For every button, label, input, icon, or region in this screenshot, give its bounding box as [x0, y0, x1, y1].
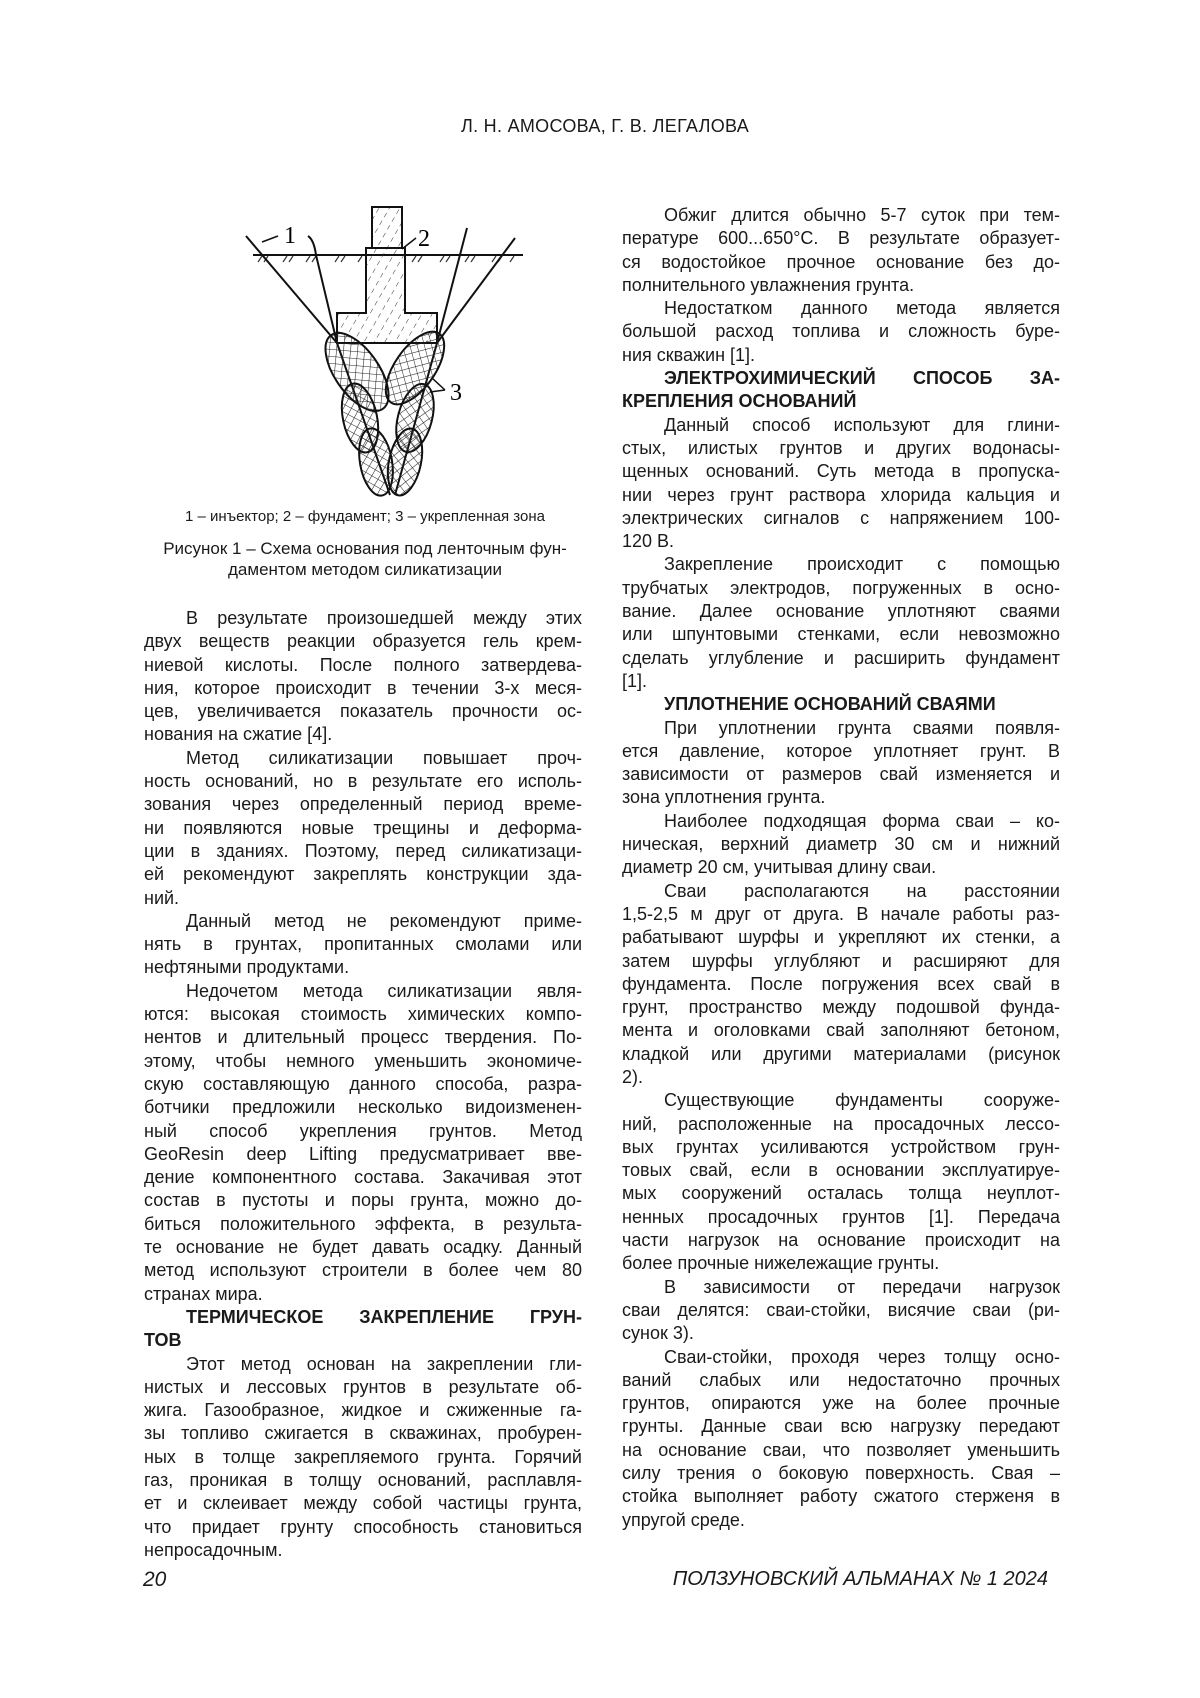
text-line: 1,5-2,5 м друг от друга. В начале работы раз-	[622, 903, 1060, 926]
text-line: силу трения о боковую поверхность. Свая –	[622, 1462, 1060, 1485]
text-line: Данный способ используют для глини-	[622, 414, 1060, 437]
section-heading	[622, 693, 1060, 716]
text-line: ТОВ	[144, 1329, 582, 1352]
text-line: двух веществ реакции образуется гель крем-	[144, 630, 582, 653]
paragraph	[622, 717, 1060, 810]
text-line: что придает грунту способность становиться	[144, 1516, 582, 1539]
foundation	[337, 248, 437, 343]
text-line: грунты. Данные сваи всю нагрузку передают	[622, 1415, 1060, 1438]
figure-label-1: 1	[284, 223, 296, 249]
text-line: ей рекомендуют закреплять конструкции зда-	[144, 863, 582, 886]
paragraph	[622, 553, 1060, 693]
text-line: нентов и длительный процесс твердения. По-	[144, 1026, 582, 1049]
text-line: ния, которое происходит в течении 3-х меся-	[144, 677, 582, 700]
paragraph	[622, 414, 1060, 554]
text-line: нистых и лессовых грунтов в результате об-	[144, 1376, 582, 1399]
figure-silicatization-diagram	[220, 180, 540, 500]
text-line: товых свай, если в основании эксплуатируе-	[622, 1159, 1060, 1182]
paragraph	[622, 880, 1060, 1090]
running-header-authors: Л. Н. АМОСОВА, Г. В. ЛЕГАЛОВА	[0, 116, 1200, 137]
text-line: 120 В.	[622, 530, 1060, 553]
text-line: ни появляются новые трещины и деформа-	[144, 817, 582, 840]
paragraph	[144, 910, 582, 980]
text-line: биться положительного эффекта, в результа-	[144, 1213, 582, 1236]
text-line: 2).	[622, 1066, 1060, 1089]
text-line: [1].	[622, 670, 1060, 693]
text-line: грунт, пространство между подошвой фунда-	[622, 996, 1060, 1019]
text-line: мых сооружений осталась толща неуплот-	[622, 1182, 1060, 1205]
text-line: ТЕРМИЧЕСКОЕ ЗАКРЕПЛЕНИЕ ГРУН-	[144, 1306, 582, 1329]
text-line: дение компонентного состава. Закачивая этот	[144, 1166, 582, 1189]
wall	[372, 207, 402, 248]
text-line: грунтов, опираются уже на более прочные	[622, 1392, 1060, 1415]
paragraph	[144, 980, 582, 1306]
text-line: ваний слабых или недостаточно прочных	[622, 1369, 1060, 1392]
paragraph	[622, 1089, 1060, 1275]
paragraph	[622, 1346, 1060, 1532]
text-line: ный способ укрепления грунтов. Метод	[144, 1120, 582, 1143]
paragraph	[622, 810, 1060, 880]
text-line: нии через грунт раствора хлорида кальция и	[622, 484, 1060, 507]
text-line: диаметр 20 см, учитывая длину сваи.	[622, 856, 1060, 879]
text-line: электрических сигналов с напряжением 100-	[622, 507, 1060, 530]
text-line: ных в толще закрепляемого грунта. Горячий	[144, 1446, 582, 1469]
text-line: ниевой кислоты. После полного затвердева-	[144, 654, 582, 677]
text-line: Наиболее подходящая форма сваи – ко-	[622, 810, 1060, 833]
text-line: кладкой или другими материалами (рисунок	[622, 1043, 1060, 1066]
text-line: УПЛОТНЕНИЕ ОСНОВАНИЙ СВАЯМИ	[622, 693, 1060, 716]
figure-legend: 1 – инъектор; 2 – фундамент; 3 – укрепленная зона	[140, 508, 590, 525]
figure-label-3: 3	[450, 380, 462, 406]
text-line: этому, чтобы немного уменьшить экономиче-	[144, 1050, 582, 1073]
text-line: ния скважин [1].	[622, 344, 1060, 367]
text-line: ний.	[144, 887, 582, 910]
paragraph	[144, 747, 582, 910]
text-line: нования на сжатие [4].	[144, 723, 582, 746]
paragraph	[622, 204, 1060, 297]
text-line: трубчатых электродов, погруженных в осно-	[622, 577, 1060, 600]
text-line: зона уплотнения грунта.	[622, 786, 1060, 809]
text-line: состав в пустоты и поры грунта, можно до-	[144, 1189, 582, 1212]
text-line: нять в грунтах, пропитанных смолами или	[144, 933, 582, 956]
text-line: Обжиг длится обычно 5-7 суток при тем-	[622, 204, 1060, 227]
text-line: зования через определенный период време-	[144, 793, 582, 816]
text-line: жига. Газообразное, жидкое и сжиженные га-	[144, 1399, 582, 1422]
text-line: фундамента. После погружения всех свай в	[622, 973, 1060, 996]
text-line: Этот метод основан на закреплении гли-	[144, 1353, 582, 1376]
paragraph	[144, 1353, 582, 1563]
paragraph	[622, 1276, 1060, 1346]
text-line: стых, илистых грунтов и других водонасы-	[622, 437, 1060, 460]
text-line: части нагрузок на основание происходит на	[622, 1229, 1060, 1252]
text-line: метод используют строители в более чем 80	[144, 1259, 582, 1282]
text-line: цев, увеличивается показатель прочности ос-	[144, 700, 582, 723]
text-line: большой расход топлива и сложность буре-	[622, 320, 1060, 343]
text-line: вых грунтах усиливаются устройством грун-	[622, 1136, 1060, 1159]
text-line: Сваи-стойки, проходя через толщу осно-	[622, 1346, 1060, 1369]
text-line: зы топливо сжигается в скважинах, пробурен-	[144, 1422, 582, 1445]
reinforced-zone	[313, 322, 455, 498]
text-line: Сваи располагаются на расстоянии	[622, 880, 1060, 903]
journal-title: ПОЛЗУНОВСКИЙ АЛЬМАНАХ № 1 2024	[673, 1568, 1048, 1591]
text-line: мента и оголовками свай заполняют бетоном,	[622, 1019, 1060, 1042]
text-line: ся водостойкое прочное основание без до-	[622, 251, 1060, 274]
figure-caption-line: Рисунок 1 – Схема основания под ленточным фун-	[140, 539, 590, 559]
text-line: ническая, верхний диаметр 30 см и нижний	[622, 833, 1060, 856]
text-line: Закрепление происходит с помощью	[622, 553, 1060, 576]
text-line: на основание сваи, что позволяет уменьшить	[622, 1439, 1060, 1462]
figure-label-2: 2	[418, 226, 430, 252]
text-line: Недочетом метода силикатизации явля-	[144, 980, 582, 1003]
text-line: ботчики предложили несколько видоизменен-	[144, 1096, 582, 1119]
text-line: В результате произошедшей между этих	[144, 607, 582, 630]
text-line: ЭЛЕКТРОХИМИЧЕСКИЙ СПОСОБ ЗА-	[622, 367, 1060, 390]
text-line: стойка выполняет работу сжатого стерженя в	[622, 1485, 1060, 1508]
text-line: вание. Далее основание уплотняют сваями	[622, 600, 1060, 623]
text-line: газ, проникая в толщу оснований, расплавля-	[144, 1469, 582, 1492]
text-line: ются: высокая стоимость химических компо-	[144, 1003, 582, 1026]
left-column	[144, 607, 582, 1562]
text-line: сделать углубление и расширить фундамент	[622, 647, 1060, 670]
text-line: нефтяными продуктами.	[144, 956, 582, 979]
text-line: ет и склеивает между собой частицы грунта,	[144, 1492, 582, 1515]
text-line: упругой среде.	[622, 1509, 1060, 1532]
text-line: ность оснований, но в результате его исполь-	[144, 770, 582, 793]
text-line: ненных просадочных грунтов [1]. Передача	[622, 1206, 1060, 1229]
text-line: КРЕПЛЕНИЯ ОСНОВАНИЙ	[622, 390, 1060, 413]
text-line: щенных оснований. Суть метода в пропуска-	[622, 460, 1060, 483]
text-line: зависимости от размеров свай изменяется и	[622, 763, 1060, 786]
right-column	[622, 204, 1060, 1532]
text-line: странах мира.	[144, 1283, 582, 1306]
text-line: ется давление, которое уплотняет грунт. В	[622, 740, 1060, 763]
text-line: ции в зданиях. Поэтому, перед силикатизаци-	[144, 840, 582, 863]
text-line: более прочные нижележащие грунты.	[622, 1252, 1060, 1275]
page-number: 20	[143, 1568, 166, 1592]
text-line: непросадочным.	[144, 1539, 582, 1562]
section-heading	[144, 1306, 582, 1353]
text-line: затем шурфы углубляют и расширяют для	[622, 950, 1060, 973]
text-line: GeoResin deep Lifting предусматривает вве-	[144, 1143, 582, 1166]
text-line: ний, расположенные на просадочных лессо-	[622, 1113, 1060, 1136]
text-line: При уплотнении грунта сваями появля-	[622, 717, 1060, 740]
text-line: Данный метод не рекомендуют приме-	[144, 910, 582, 933]
text-line: пературе 600...650°С. В результате образует-	[622, 227, 1060, 250]
paragraph	[144, 607, 582, 747]
section-heading	[622, 367, 1060, 414]
text-line: Метод силикатизации повышает проч-	[144, 747, 582, 770]
text-line: В зависимости от передачи нагрузок	[622, 1276, 1060, 1299]
text-line: Недостатком данного метода является	[622, 297, 1060, 320]
text-line: рабатывают шурфы и укрепляют их стенки, а	[622, 926, 1060, 949]
paragraph	[622, 297, 1060, 367]
text-line: те основание не будет давать осадку. Данный	[144, 1236, 582, 1259]
text-line: скую составляющую данного способа, разра-	[144, 1073, 582, 1096]
text-line: Существующие фундаменты сооруже-	[622, 1089, 1060, 1112]
text-line: сунок 3).	[622, 1322, 1060, 1345]
text-line: или шпунтовыми стенками, если невозможно	[622, 623, 1060, 646]
text-line: полнительного увлажнения грунта.	[622, 274, 1060, 297]
figure-caption-line: даментом методом силикатизации	[140, 560, 590, 580]
text-line: сваи делятся: сваи-стойки, висячие сваи (ри-	[622, 1299, 1060, 1322]
